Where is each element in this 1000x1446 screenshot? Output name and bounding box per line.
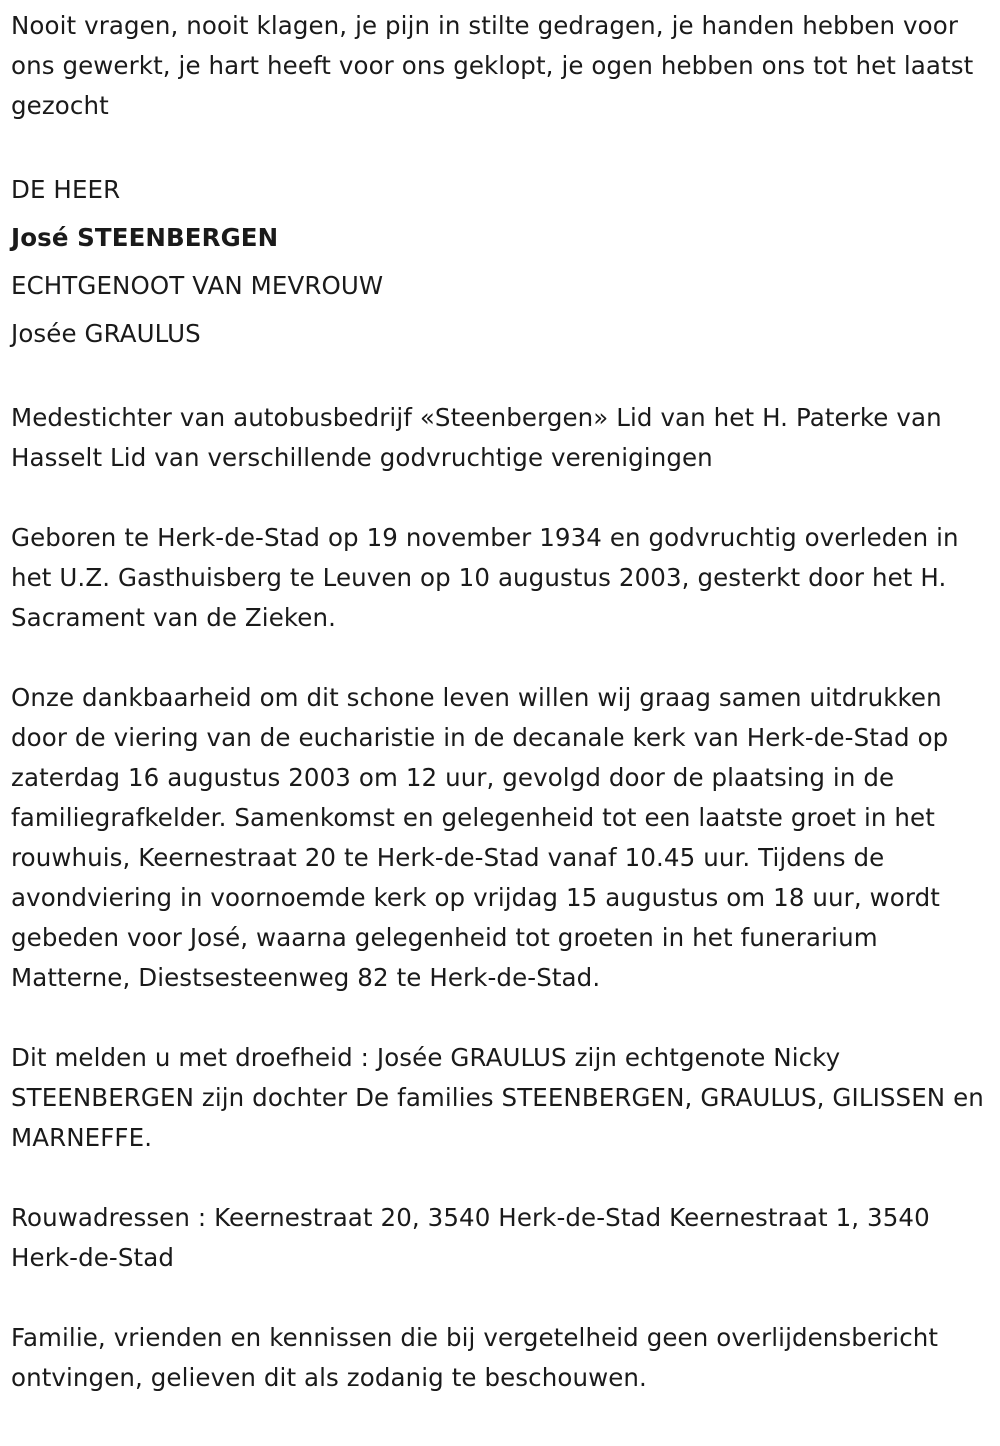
addresses-paragraph: Rouwadressen : Keernestraat 20, 3540 Herk-de-Stad Keernestraat 1, 3540 Herk-de-Stad	[11, 1203, 930, 1272]
closing-paragraph: Familie, vrienden en kennissen die bij vergetelheid geen overlijdensbericht ontvingen, gelieven dit als zodanig te beschouwen.	[11, 1323, 939, 1392]
deceased-name: José STEENBERGEN	[11, 223, 279, 252]
honorific-title: DE HEER	[11, 175, 121, 204]
birth-death-paragraph: Geboren te Herk-de-Stad op 19 november 1934 en godvruchtig overleden in het U.Z. Gasthuisberg te Leuven op 10 augustus 2003, gesterkt door het H. Sacrament van de Zieken.	[11, 523, 959, 632]
roles-paragraph: Medestichter van autobusbedrijf «Steenbergen» Lid van het H. Paterke van Hasselt Lid van verschillende godvruchtige verenigingen	[11, 403, 942, 472]
spacer	[11, 638, 991, 678]
spacer	[11, 358, 991, 398]
obituary-document	[11, 6, 991, 1398]
deceased-block	[11, 166, 991, 358]
spacer	[11, 1158, 991, 1198]
spouse-name: Josée GRAULUS	[11, 319, 201, 348]
announcers-paragraph: Dit melden u met droefheid : Josée GRAULUS zijn echtgenote Nicky STEENBERGEN zijn dochter De families STEENBERGEN, GRAULUS, GILISSEN en MARNEFFE.	[11, 1043, 984, 1152]
ceremony-paragraph: Onze dankbaarheid om dit schone leven willen wij graag samen uitdrukken door de viering van de eucharistie in de decanale kerk van Herk-de-Stad op zaterdag 16 augustus 2003 om 12 uur, gevolgd door de plaatsing in de familiegrafkelder. Samenkomst en gelegenheid tot een laatste groet in het rouwhuis, Keernestraat 20 te Herk-de-Stad vanaf 10.45 uur. Tijdens de avondviering in voornoemde kerk op vrijdag 15 augustus om 18 uur, wordt gebeden voor José, waarna gelegenheid tot groeten in het funerarium Matterne, Diestsesteenweg 82 te Herk-de-Stad.	[11, 683, 949, 992]
poem-text: Nooit vragen, nooit klagen, je pijn in stilte gedragen, je handen hebben voor ons gewerkt, je hart heeft voor ons geklopt, je ogen hebben ons tot het laatst gezocht	[11, 11, 974, 120]
spacer	[11, 478, 991, 518]
relation-label: ECHTGENOOT VAN MEVROUW	[11, 271, 384, 300]
spacer	[11, 126, 991, 166]
spacer	[11, 998, 991, 1038]
spacer	[11, 1278, 991, 1318]
